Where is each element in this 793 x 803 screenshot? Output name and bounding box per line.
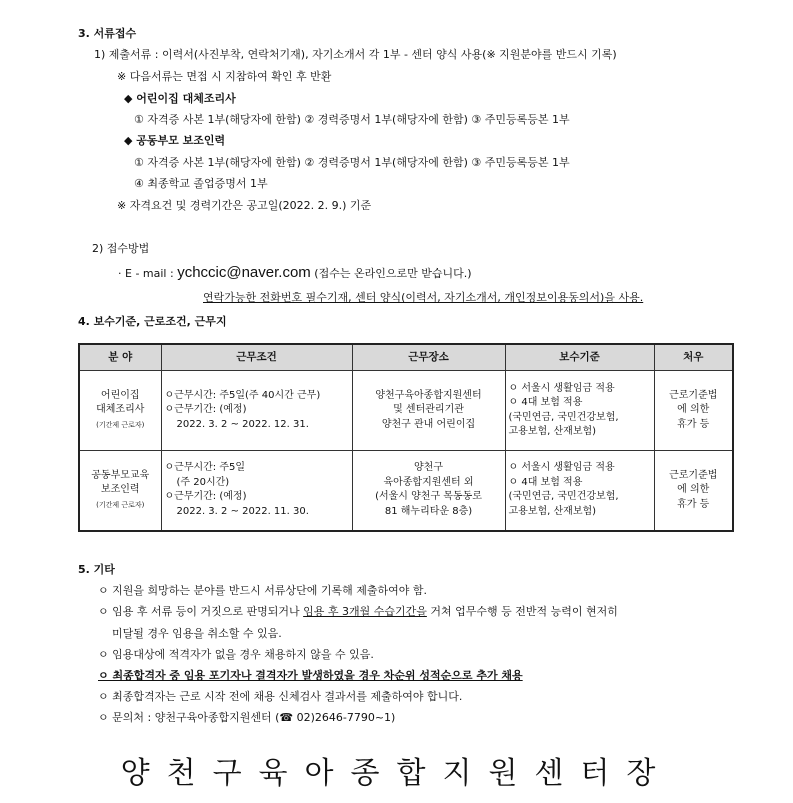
table-header-row [79, 344, 733, 371]
contact-requirement: 연락가능한 전화번호 필수기재, 센터 양식(이력서, 자기소개서, 개인정보이용동의서)을 사용. [203, 291, 644, 304]
email-address[interactable]: ychccic@naver.com [177, 264, 311, 281]
etc-item-6: ㅇ 문의처 : 양천구육아종합지원센터 (☎ 02)2646-7790~1) [98, 711, 396, 724]
header-field: 분 야 [79, 344, 161, 371]
cell-field: 어린이집 대체조리사 (기간제 근로자) [79, 371, 161, 451]
table-row [79, 371, 733, 451]
header-treatment: 처우 [654, 344, 733, 371]
cell-place: 양천구 육아종합지원센터 외 (서울시 양천구 목동동로 81 해누리타운 8층) [352, 451, 505, 531]
section5-title: 5. 기타 [78, 563, 115, 576]
etc-item-2: ㅇ 임용 후 서류 등이 거짓으로 판명되거나 임용 후 3개월 수습기간을 거쳐 업무수행 등 전반적 능력이 현저히 [98, 605, 618, 618]
header-conditions: 근무조건 [161, 344, 352, 371]
etc-item-2-cont: 미달될 경우 임용을 취소할 수 있음. [112, 627, 282, 640]
cell-place: 양천구육아종합지원센터 및 센터관리기관 양천구 관내 어린이집 [352, 371, 505, 451]
header-pay: 보수기준 [505, 344, 654, 371]
etc-item-3: ㅇ 임용대상에 적격자가 없을 경우 채용하지 않을 수 있음. [98, 648, 374, 661]
issuer-signature: 양천구육아종합지원센터장 [120, 756, 673, 791]
email-prefix: · E - mail : [118, 267, 174, 280]
method-title: 2) 접수방법 [92, 242, 150, 255]
assistant-documents-2: ④ 최종학교 졸업증명서 1부 [134, 177, 268, 190]
cell-conditions: ㅇ근무시간: 주5일(주 40시간 근무) ㅇ근무기간: (예정) 2022. 3. 2 ~ 2022. 12. 31. [161, 371, 352, 451]
section4-title: 4. 보수기준, 근로조건, 근무지 [78, 315, 227, 328]
etc-item-1: ㅇ 지원을 희망하는 분야를 반드시 서류상단에 기록해 제출하여야 함. [98, 584, 427, 597]
cell-field: 공동부모교육 보조인력 (기간제 근로자) [79, 451, 161, 531]
etc-item-5: ㅇ 최종합격자는 근로 시작 전에 채용 신체검사 결과서를 제출하여야 합니다. [98, 690, 463, 703]
etc-item-4: ㅇ 최종합격자 중 임용 포기자나 결격자가 발생하였을 경우 차순위 성적순으로 추가 채용 [98, 669, 523, 682]
sub-heading-cook: ◆ 어린이집 대체조리사 [124, 92, 236, 105]
assistant-documents-1: ① 자격증 사본 1부(해당자에 한함) ② 경력증명서 1부(해당자에 한함) ③ 주민등록등본 1부 [134, 156, 570, 169]
table-row [79, 451, 733, 531]
cook-documents: ① 자격증 사본 1부(해당자에 한함) ② 경력증명서 1부(해당자에 한함) ③ 주민등록등본 1부 [134, 113, 570, 126]
email-note: (접수는 온라인으로만 받습니다.) [314, 267, 472, 280]
email-line [118, 264, 472, 283]
cell-pay: ㅇ 서울시 생활임금 적용 ㅇ 4대 보험 적용 (국민연금, 국민건강보험, 고용보험, 산재보험) [505, 451, 654, 531]
cell-pay: ㅇ 서울시 생활임금 적용 ㅇ 4대 보험 적용 (국민연금, 국민건강보험, 고용보험, 산재보험) [505, 371, 654, 451]
cell-treatment: 근로기준법 에 의한 휴가 등 [654, 371, 733, 451]
conditions-table [78, 343, 734, 532]
sub-heading-assistant: ◆ 공동부모 보조인력 [124, 134, 226, 147]
cell-conditions: ㅇ근무시간: 주5일 (주 20시간) ㅇ근무기간: (예정) 2022. 3. 2 ~ 2022. 11. 30. [161, 451, 352, 531]
documents-note: ※ 다음서류는 면접 시 지참하여 확인 후 반환 [117, 70, 332, 83]
section3-title: 3. 서류접수 [78, 27, 137, 40]
qualification-note: ※ 자격요건 및 경력기간은 공고일(2022. 2. 9.) 기준 [117, 199, 372, 212]
cell-treatment: 근로기준법 에 의한 휴가 등 [654, 451, 733, 531]
header-place: 근무장소 [352, 344, 505, 371]
documents-line: 1) 제출서류 : 이력서(사진부착, 연락처기재), 자기소개서 각 1부 - 센터 양식 사용(※ 지원분야를 반드시 기록) [94, 48, 617, 61]
